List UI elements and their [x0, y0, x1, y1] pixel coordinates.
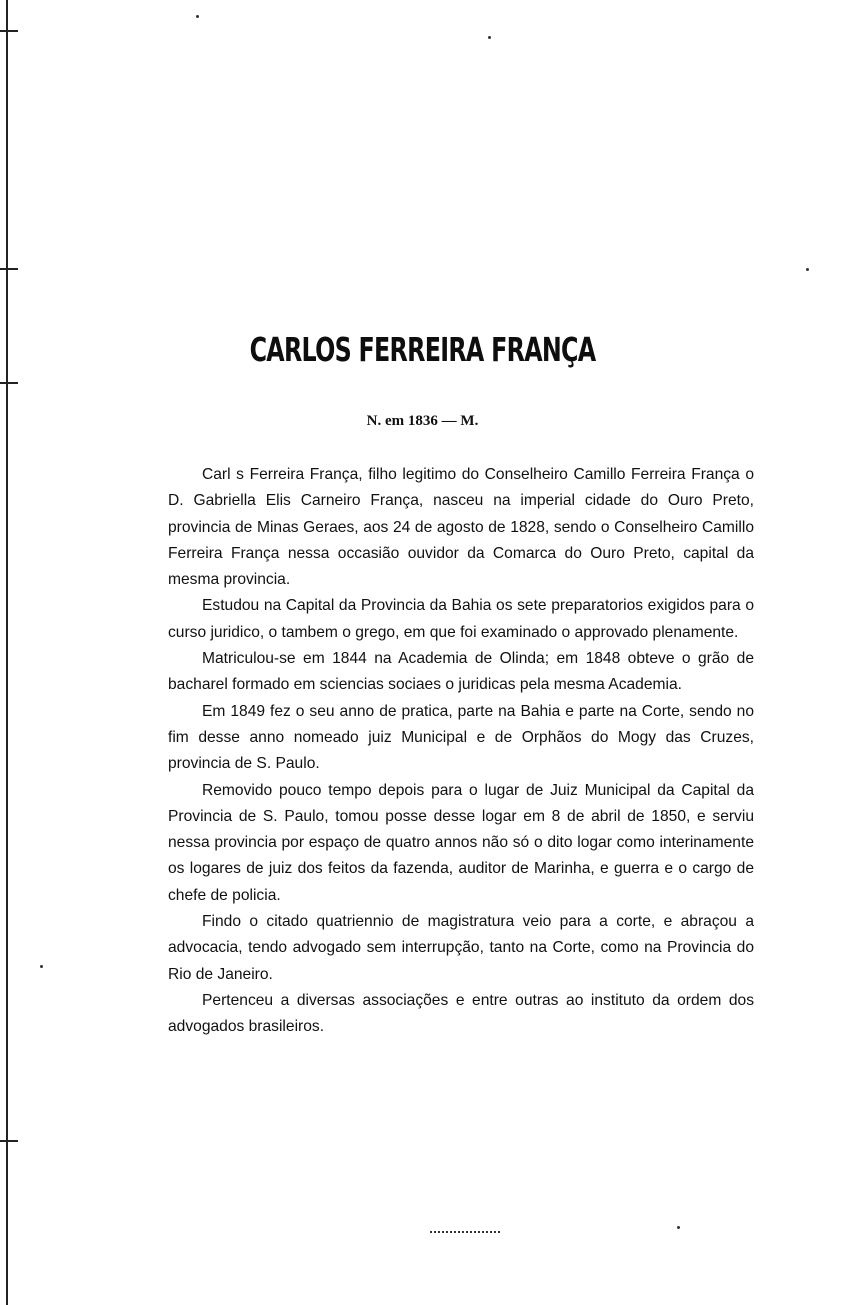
- binding-tick-mark: [0, 268, 18, 270]
- paragraph: Estudou na Capital da Provincia da Bahia os sete preparatorios exigidos para o curso juridico, o tambem o grego, em que foi examinado o approvado plenamente.: [168, 597, 754, 641]
- binding-edge-line: [6, 0, 8, 1305]
- binding-tick-mark: [0, 1140, 18, 1142]
- print-speck: [806, 268, 809, 271]
- binding-tick-mark: [0, 30, 18, 32]
- paragraph: Carl s Ferreira França, filho legitimo do Conselheiro Camillo Ferreira França o D. Gabriella Elis Carneiro França, nasceu na imperial cidade do Ouro Preto, provincia de Minas Geraes, aos 24 de agosto de 1828, sendo o Conselheiro Camillo Ferreira França nessa occasião ouvidor da Comarca do Ouro Preto, capital da mesma provincia.: [168, 466, 754, 589]
- birth-death-line: N. em 1836 — M.: [366, 413, 479, 429]
- paragraph: Pertenceu a diversas associações e entre outras ao instituto da ordem dos advogados brasileiros.: [168, 991, 754, 1036]
- paragraph: Matriculou-se em 1844 na Academia de Olinda; em 1848 obteve o grão de bacharel formado em sciencias sociaes o juridicas pela mesma Academia.: [168, 650, 754, 694]
- end-ornament-rule: [430, 1231, 500, 1235]
- biography-text: [168, 462, 754, 1041]
- print-speck: [196, 15, 199, 18]
- paragraph: Em 1849 fez o seu anno de pratica, parte na Bahia e parte na Corte, sendo no fim desse anno nomeado juiz Municipal e de Orphãos do Mogy das Cruzes, provincia de S. Paulo.: [168, 702, 754, 773]
- print-speck: [677, 1226, 680, 1229]
- paragraph: Findo o citado quatriennio de magistratura veio para a corte, e abraçou a advocacia, tendo advogado sem interrupção, tanto na Corte, como na Provincia do Rio de Janeiro.: [168, 913, 754, 983]
- paragraph: Removido pouco tempo depois para o lugar de Juiz Municipal da Capital da Provincia de S. Paulo, tomou posse desse logar em 8 de abril de 1850, e serviu nessa provincia por espaço de quatro annos não só o dito logar como interinamente os logares de juiz dos feitos da fazenda, auditor de Marinha, e guerra e o cargo de chefe de policia.: [168, 781, 754, 904]
- page-title: CARLOS FERREIRA FRANÇA: [249, 330, 596, 369]
- print-speck: [40, 965, 43, 968]
- binding-tick-mark: [0, 382, 18, 384]
- print-speck: [488, 36, 491, 39]
